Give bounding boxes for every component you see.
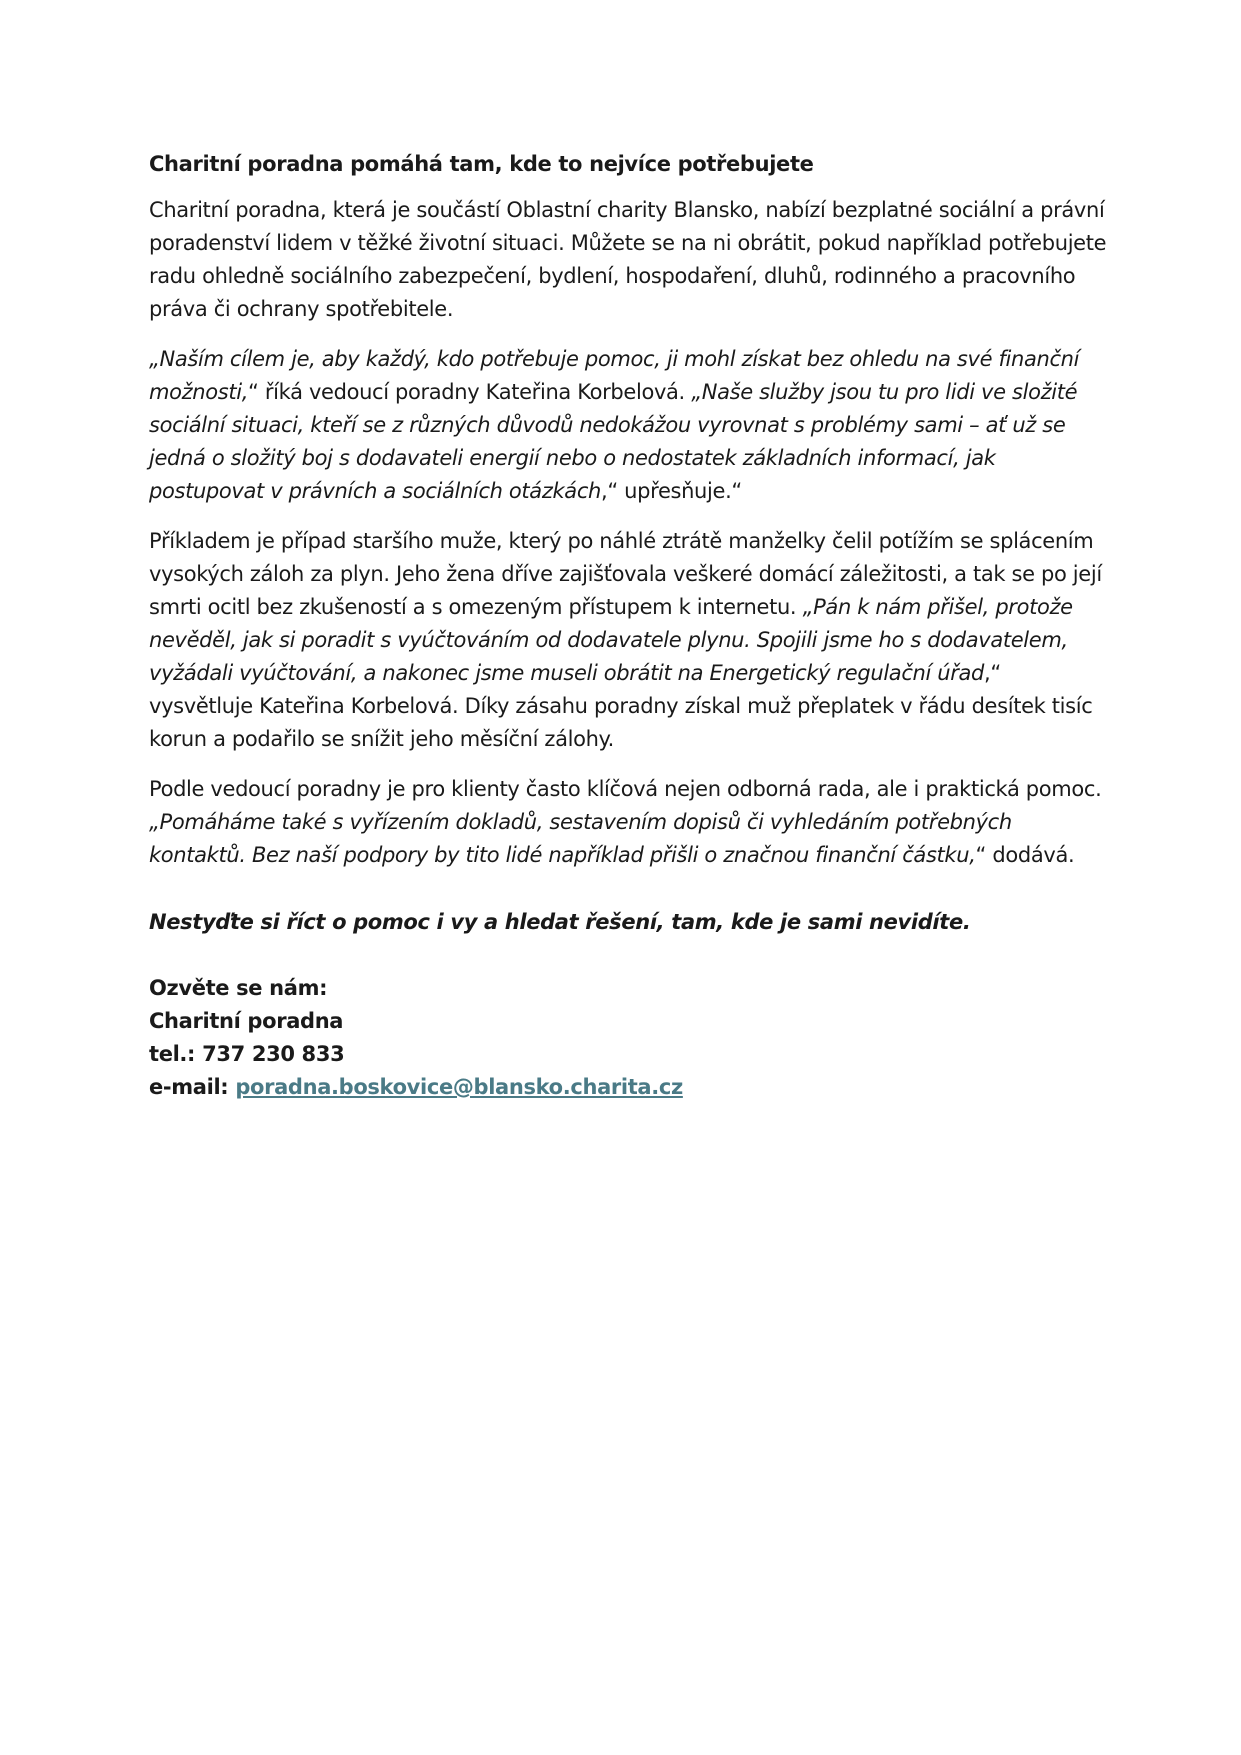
call-to-action: Nestyďte si říct o pomoc i vy a hledat řešení, tam, kde je sami nevidíte.: [149, 910, 971, 934]
contact-email-line: [149, 1071, 1109, 1104]
paragraph-example: [149, 525, 1109, 756]
quote-goal: „Naším cílem je, aby každý, kdo potřebuje pomoc, ji mohl získat bez ohledu na své finanční možnosti,: [149, 347, 1080, 404]
practical-intro: Podle vedoucí poradny je pro klienty často klíčová nejen odborná rada, ale i praktická pomoc.: [149, 777, 1102, 801]
quote-attribution-2: ,“ upřesňuje.“: [601, 479, 742, 503]
contact-block: [149, 972, 1109, 1104]
example-quote: „Pán k nám přišel, protože nevěděl, jak si poradit s vyúčtováním od dodavatele plynu. Spojili jsme ho s dodavatelem, vyžádali vyúčtování, a nakonec jsme museli obrátit na Energetický regulační úřad: [149, 595, 1073, 685]
contact-name: Charitní poradna: [149, 1009, 344, 1033]
paragraph-practical-help: [149, 773, 1109, 872]
example-intro: Příkladem je případ staršího muže, který po náhlé ztrátě manželky čelil potížím se splácením vysokých záloh za plyn. Jeho žena dříve zajišťovala veškeré domácí záležitosti, a tak se po její smrti ocitl bez zkušeností a s omezeným přístupem k internetu.: [149, 529, 1102, 619]
example-outro: ,“ vysvětluje Kateřina Korbelová. Díky zásahu poradny získal muž přeplatek v řádu desítek tisíc korun a podařilo se snížit jeho měsíční zálohy.: [149, 661, 1093, 751]
paragraph-intro: Charitní poradna, která je součástí Oblastní charity Blansko, nabízí bezplatné sociální a právní poradenství lidem v těžké životní situaci. Můžete se na ni obrátit, pokud například potřebujete radu ohledně sociálního zabezpečení, bydlení, hospodaření, dluhů, rodinného a pracovního práva či ochrany spotřebitele.: [149, 198, 1107, 321]
contact-heading: Ozvěte se nám:: [149, 976, 328, 1000]
contact-phone: tel.: 737 230 833: [149, 1042, 345, 1066]
document-body: [149, 148, 1109, 1104]
contact-email-label: e-mail:: [149, 1075, 236, 1099]
document-title: Charitní poradna pomáhá tam, kde to nejvíce potřebujete: [149, 152, 814, 176]
paragraph-quote: [149, 343, 1109, 508]
practical-outro: “ dodává.: [975, 843, 1075, 867]
quote-services: „Naše služby jsou tu pro lidi ve složité sociální situaci, kteří se z různých důvodů nedokážou vyrovnat s problémy sami – ať už se jedná o složitý boj s dodavateli energií nebo o nedostatek základních informací, jak postupovat v právních a sociálních otázkách: [149, 380, 1078, 503]
contact-email-link[interactable]: poradna.boskovice@blansko.charita.cz: [235, 1075, 683, 1099]
quote-attribution: “ říká vedoucí poradny Kateřina Korbelová.: [248, 380, 692, 404]
practical-quote: „Pomáháme také s vyřízením dokladů, sestavením dopisů či vyhledáním potřebných kontaktů. Bez naší podpory by tito lidé například přišli o značnou finanční částku,: [149, 810, 1012, 867]
